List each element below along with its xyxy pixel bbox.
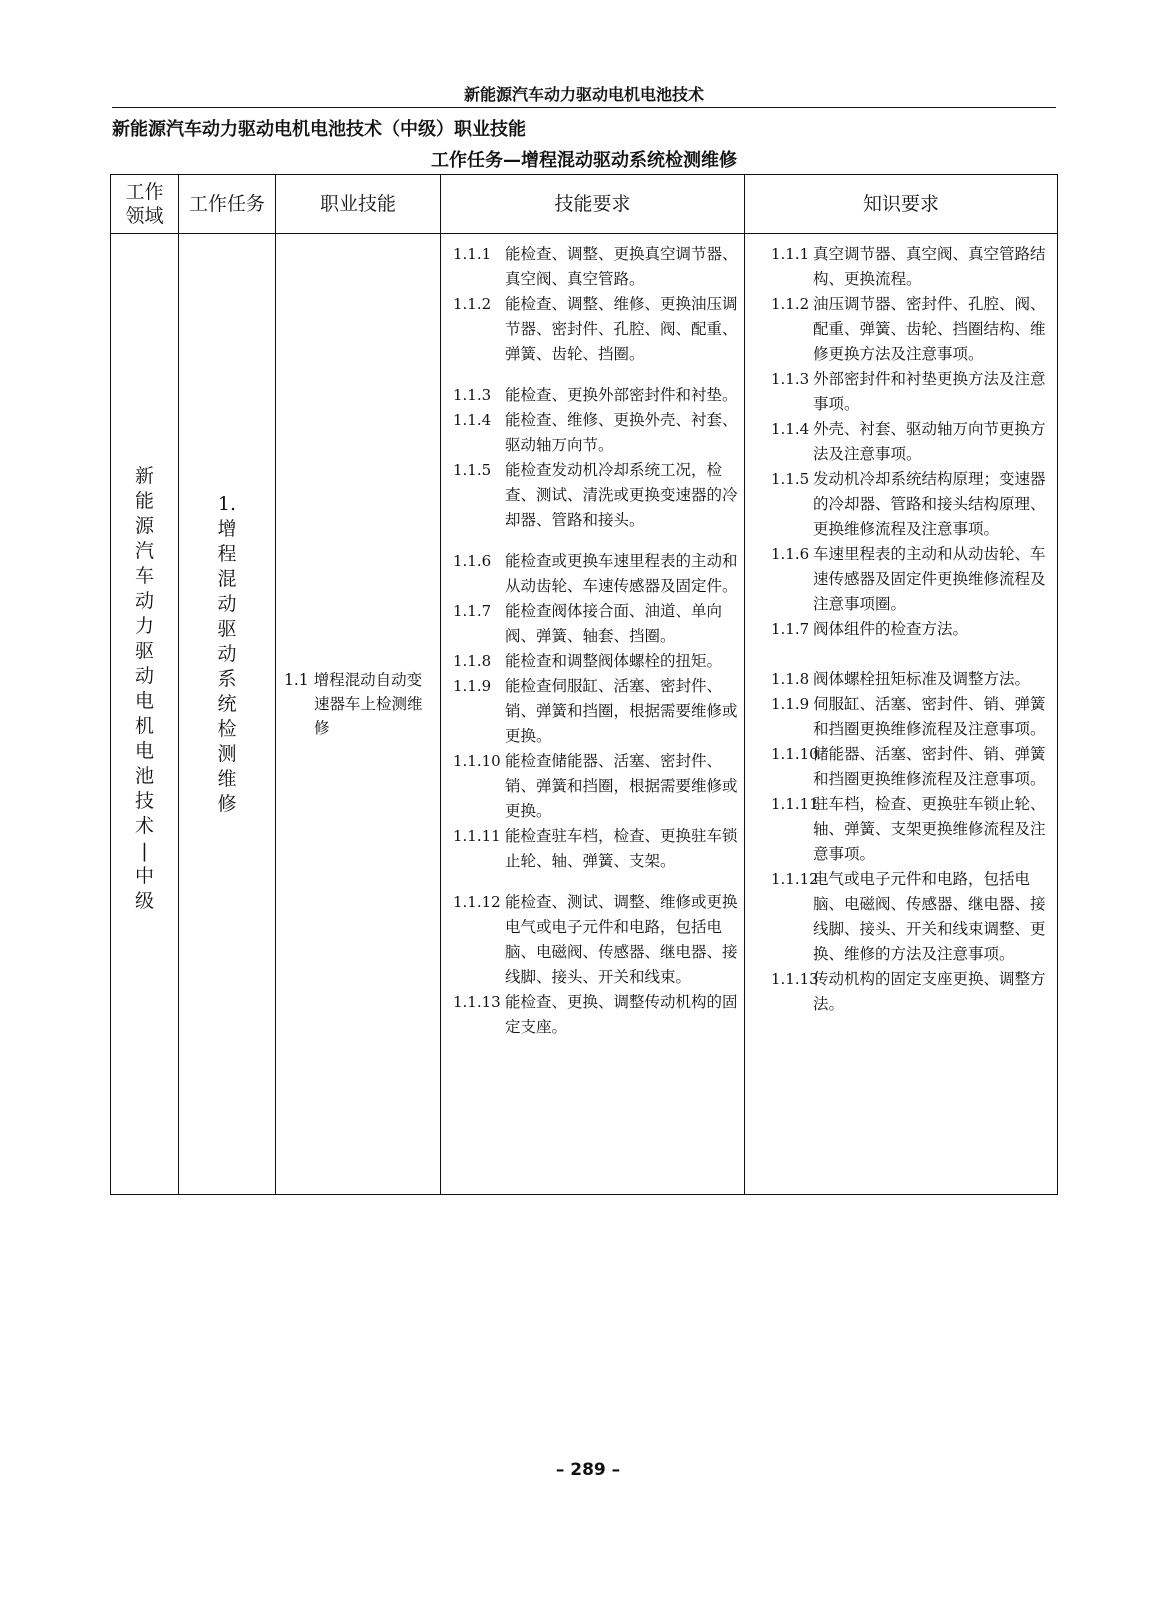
domain-cell	[111, 234, 179, 1195]
skill-requirement-item	[449, 890, 740, 990]
task-title: 工作任务—增程混动驱动系统检测维修	[431, 150, 737, 171]
task-cell	[179, 234, 276, 1195]
knowledge-requirement-item-text: 传动机构的固定支座更换、调整方法。	[813, 970, 1046, 1013]
knowledge-requirement-item-code: 1.1.13	[771, 970, 819, 988]
knowledge-requirement-item-code: 1.1.11	[771, 795, 819, 813]
knowledge-requirement-item-text: 阀体组件的检查方法。	[813, 620, 969, 638]
domain-char: 源	[134, 515, 154, 537]
skill-requirement-item	[449, 824, 740, 874]
knowledge-requirement-item-code: 1.1.1	[771, 245, 810, 263]
skill-requirement-item-text: 能检查阀体接合面、油道、单向阀、弹簧、轴套、挡圈。	[505, 602, 723, 645]
knowledge-requirement-item-text: 真空调节器、真空阀、真空管路结构、更换流程。	[813, 245, 1046, 288]
skill-requirement-item	[449, 292, 740, 367]
knowledge-requirement-item-code: 1.1.6	[771, 545, 810, 563]
running-header: 新能源汽车动力驱动电机电池技术	[463, 85, 704, 104]
skill-requirement-item	[449, 990, 740, 1040]
skill-requirement-item-code: 1.1.3	[453, 386, 492, 404]
task-char: 程	[217, 542, 237, 565]
knowledge-requirement-item-code: 1.1.5	[771, 470, 810, 488]
skill-requirement-item-text: 能检查和调整阀体螺栓的扭矩。	[505, 652, 723, 670]
skill-requirement-item-text: 能检查、更换、调整传动机构的固定支座。	[505, 993, 738, 1036]
knowledge-requirement-item-code: 1.1.8	[771, 670, 810, 688]
skill-requirement-item	[449, 408, 740, 458]
knowledge-requirement-item	[753, 867, 1053, 967]
knowledge-requirement-item	[753, 242, 1053, 292]
task-char: 系	[217, 667, 237, 690]
skill-requirement-item-code: 1.1.11	[453, 827, 501, 845]
domain-char: 车	[134, 565, 154, 587]
skill-requirement-item-text: 能检查储能器、活塞、密封件、销、弹簧和挡圈，根据需要维修或更换。	[505, 752, 738, 820]
task-char: 检	[217, 717, 237, 740]
header-skill: 职业技能	[276, 175, 441, 234]
knowledge-requirement-item	[753, 417, 1053, 467]
header-skill-requirements: 技能要求	[441, 175, 745, 234]
skill-requirement-item	[449, 383, 740, 408]
domain-char: 中	[134, 865, 154, 887]
knowledge-requirement-item-text: 外壳、衬套、驱动轴万向节更换方法及注意事项。	[813, 420, 1046, 463]
task-char: 统	[217, 692, 237, 715]
skill-requirement-item-code: 1.1.5	[453, 461, 492, 479]
skill-requirement-item-text: 能检查、更换外部密封件和衬垫。	[505, 386, 738, 404]
domain-char: |	[141, 840, 148, 862]
knowledge-requirement-item-text: 伺服缸、活塞、密封件、销、弹簧和挡圈更换维修流程及注意事项。	[813, 695, 1046, 738]
task-char: 混	[217, 567, 237, 590]
skill-requirement-item	[449, 458, 740, 533]
knowledge-requirement-item-text: 车速里程表的主动和从动齿轮、车速传感器及固定件更换维修流程及注意事项圈。	[813, 545, 1046, 613]
header-rule	[112, 107, 1056, 108]
knowledge-requirements-cell	[745, 234, 1058, 1195]
domain-char: 新	[134, 465, 154, 487]
table-row	[111, 234, 1058, 1195]
header-knowledge-requirements: 知识要求	[745, 175, 1058, 234]
skill-requirement-item-code: 1.1.2	[453, 295, 492, 313]
knowledge-requirement-item	[753, 542, 1053, 617]
skill-requirements-cell	[441, 234, 745, 1195]
domain-char: 动	[134, 665, 154, 687]
skill-requirement-item-code: 1.1.9	[453, 677, 492, 695]
knowledge-requirement-item-text: 阀体螺栓扭矩标准及调整方法。	[813, 670, 1031, 688]
skill-requirement-item	[449, 549, 740, 599]
task-char: 维	[217, 767, 237, 790]
knowledge-requirement-item-text: 发动机冷却系统结构原理；变速器的冷却器、管路和接头结构原理、更换维修流程及注意事项。	[813, 470, 1046, 538]
skill-requirement-item-text: 能检查、测试、调整、维修或更换电气或电子元件和电路，包括电脑、电磁阀、传感器、继电器、接线脚、接头、开关和线束。	[505, 893, 738, 986]
skill-cell	[276, 234, 441, 1195]
skill-requirement-item	[449, 749, 740, 824]
knowledge-requirement-item-code: 1.1.7	[771, 620, 810, 638]
header-task: 工作任务	[179, 175, 276, 234]
knowledge-requirement-item	[753, 692, 1053, 742]
domain-char: 池	[134, 765, 154, 787]
skill-requirement-item	[449, 674, 740, 749]
knowledge-requirement-item-text: 外部密封件和衬垫更换方法及注意事项。	[813, 370, 1046, 413]
skill-requirement-item-code: 1.1.8	[453, 652, 492, 670]
knowledge-requirement-item-code: 1.1.12	[771, 870, 819, 888]
task-char: 动	[217, 642, 237, 665]
skill-requirement-item-text: 能检查或更换车速里程表的主动和从动齿轮、车速传感器及固定件。	[505, 552, 738, 595]
skills-table	[110, 174, 1058, 1195]
knowledge-requirement-item-code: 1.1.2	[771, 295, 810, 313]
task-char: 驱	[217, 617, 237, 640]
knowledge-requirement-item	[753, 667, 1053, 692]
domain-char: 电	[134, 690, 154, 712]
knowledge-requirement-item-text: 驻车档，检查、更换驻车锁止轮、轴、弹簧、支架更换维修流程及注意事项。	[813, 795, 1046, 863]
task-vertical-text	[215, 492, 239, 817]
task-char: 测	[217, 742, 237, 765]
knowledge-requirement-item-text: 电气或电子元件和电路，包括电脑、电磁阀、传感器、继电器、接线脚、接头、开关和线束调整、更换、维修的方法及注意事项。	[813, 870, 1046, 963]
skill-requirement-item-code: 1.1.12	[453, 893, 501, 911]
knowledge-requirement-item-text: 油压调节器、密封件、孔腔、阀、配重、弹簧、齿轮、挡圈结构、维修更换方法及注意事项。	[813, 295, 1046, 363]
domain-char: 能	[134, 490, 154, 512]
knowledge-requirement-item	[753, 742, 1053, 792]
knowledge-requirement-item	[753, 792, 1053, 867]
skill-requirement-item-code: 1.1.10	[453, 752, 501, 770]
skill-requirement-item-code: 1.1.1	[453, 245, 492, 263]
page-number: – 289 –	[555, 1460, 621, 1480]
skill-requirement-item	[449, 242, 740, 292]
knowledge-requirement-item	[753, 467, 1053, 542]
domain-char: 电	[134, 740, 154, 762]
table-header-row	[111, 175, 1058, 234]
skill-requirement-item-code: 1.1.13	[453, 993, 501, 1011]
skill-requirement-item-text: 能检查驻车档，检查、更换驻车锁止轮、轴、弹簧、支架。	[505, 827, 738, 870]
domain-char: 级	[134, 890, 154, 912]
knowledge-requirement-item-code: 1.1.4	[771, 420, 810, 438]
domain-char: 动	[134, 590, 154, 612]
domain-char: 驱	[134, 640, 154, 662]
skill-requirement-item-text: 能检查、调整、更换真空调节器、真空阀、真空管路。	[505, 245, 738, 288]
skill-requirement-item-code: 1.1.6	[453, 552, 492, 570]
knowledge-requirement-item	[753, 292, 1053, 367]
domain-char: 技	[134, 790, 154, 812]
header-domain: 工作领域	[111, 175, 179, 234]
skill-requirement-item-text: 能检查伺服缸、活塞、密封件、销、弹簧和挡圈，根据需要维修或更换。	[505, 677, 738, 745]
knowledge-requirement-item-code: 1.1.9	[771, 695, 810, 713]
skill-requirement-item	[449, 649, 740, 674]
domain-char: 汽	[134, 540, 154, 562]
task-char: 1.	[217, 492, 237, 515]
knowledge-requirement-item-code: 1.1.3	[771, 370, 810, 388]
task-char: 修	[217, 792, 237, 815]
domain-char: 力	[134, 615, 154, 637]
domain-char: 术	[134, 815, 154, 837]
knowledge-requirement-item	[753, 367, 1053, 417]
knowledge-requirement-item	[753, 967, 1053, 1017]
skill-requirement-item-code: 1.1.4	[453, 411, 492, 429]
knowledge-requirement-item	[753, 617, 1053, 642]
domain-char: 机	[134, 715, 154, 737]
skill-text: 1.1 增程混动自动变速器车上检测维修	[284, 671, 423, 737]
domain-vertical-text	[135, 464, 155, 914]
skill-requirement-item-text: 能检查、调整、维修、更换油压调节器、密封件、孔腔、阀、配重、弹簧、齿轮、挡圈。	[505, 295, 738, 363]
skill-requirement-item-text: 能检查、维修、更换外壳、衬套、驱动轴万向节。	[505, 411, 738, 454]
skill-requirement-item	[449, 599, 740, 649]
knowledge-requirement-item-text: 储能器、活塞、密封件、销、弹簧和挡圈更换维修流程及注意事项。	[813, 745, 1046, 788]
task-char: 增	[217, 517, 237, 540]
task-char: 动	[217, 592, 237, 615]
skill-requirement-item-code: 1.1.7	[453, 602, 492, 620]
doc-title: 新能源汽车动力驱动电机电池技术（中级）职业技能	[112, 119, 526, 140]
knowledge-requirement-item-code: 1.1.10	[771, 745, 819, 763]
skill-requirement-item-text: 能检查发动机冷却系统工况，检查、测试、清洗或更换变速器的冷却器、管路和接头。	[505, 461, 738, 529]
